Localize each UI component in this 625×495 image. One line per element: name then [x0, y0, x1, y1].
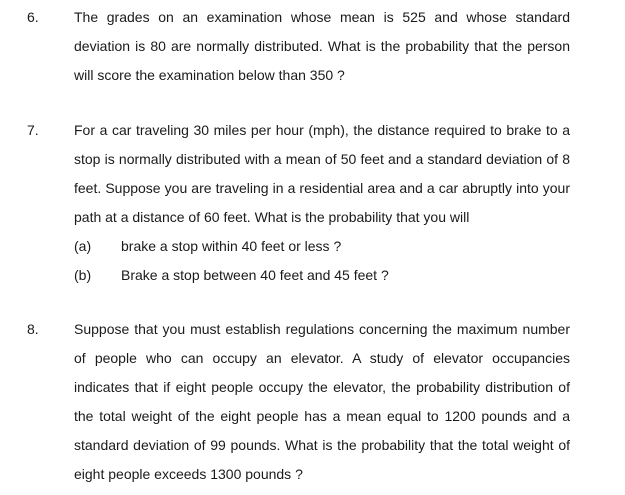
- question-number: 8.: [27, 321, 39, 337]
- part-label: (b): [74, 267, 92, 283]
- question-text: Suppose that you must establish regulations concerning the maximum number of people who can occupy an elevator. A study of elevator occupancies indicates that if eight people occupy the elevator, the probability distribution of the total weight of the eight people has a mean equal to 1200 pounds and a standard deviation of 99 pounds. What is the probability that the total weight of eight people exceeds 1300 pounds ?: [74, 321, 570, 482]
- question-text: The grades on an examination whose mean is 525 and whose standard deviation is 80 are normally distributed. What is the probability that the person will score the examination below than 350 ?: [74, 9, 570, 83]
- question-part-b: [74, 261, 570, 290]
- question-number: 7.: [27, 122, 39, 138]
- question-text: For a car traveling 30 miles per hour (mph), the distance required to brake to a stop is normally distributed with a mean of 50 feet and a standard deviation of 8 feet. Suppose you are traveling in a residential area and a car abruptly into your path at a distance of 60 feet. What is the probability that you will: [74, 122, 570, 225]
- part-text: brake a stop within 40 feet or less ?: [121, 238, 342, 254]
- part-label: (a): [74, 238, 92, 254]
- question-number: 6.: [27, 9, 39, 25]
- question-part-a: [74, 232, 570, 261]
- part-text: Brake a stop between 40 feet and 45 feet ?: [121, 267, 389, 283]
- question-parts: [74, 232, 570, 290]
